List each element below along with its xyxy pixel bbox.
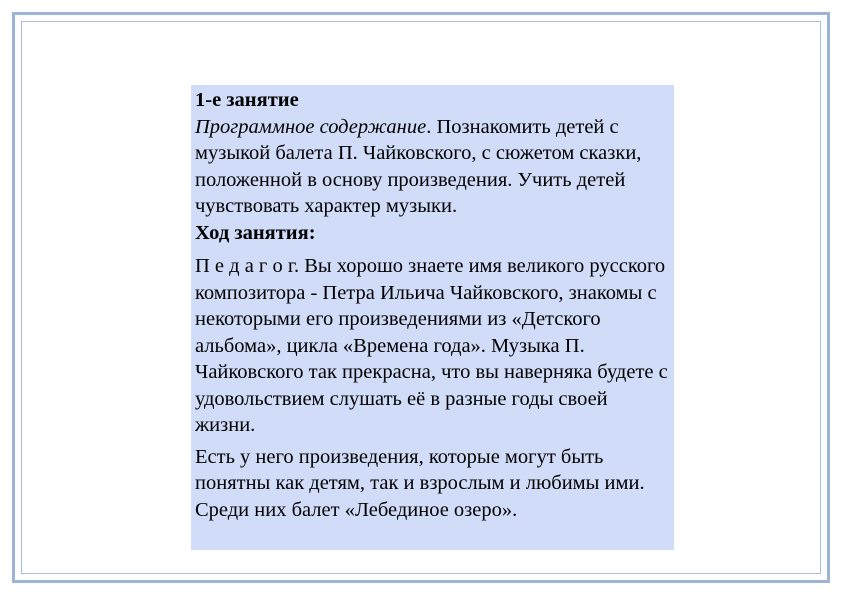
closing-paragraph: Есть у него произведения, которые могут быть понятны как детям, так и взрослым и любимы ими. Среди них балет «Лебединое озеро». xyxy=(195,445,645,521)
procedure-heading: Ход занятия: xyxy=(195,221,316,244)
teacher-label: П е д а г о г xyxy=(195,255,294,277)
program-content-text: . Познакомить детей с музыкой балета П. Чайковского, с сюжетом сказки, положенной в основу произведения. Учить детей чувствовать характер музыки. xyxy=(195,115,642,217)
teacher-paragraph xyxy=(195,253,670,439)
program-content-label: Программное содержание xyxy=(195,115,427,138)
program-content-paragraph xyxy=(195,114,670,220)
lesson-title: 1-е занятие xyxy=(195,89,299,111)
lesson-text-box xyxy=(191,85,674,550)
teacher-speech: . Вы хорошо знаете имя великого русского композитора - Петра Ильича Чайковского, знакомы с некоторыми его произведениями из «Детского альбома», цикла «Времена года». Музыка П. Чайковского так прекрасна, что вы наверняка будете с удовольствием слушать её в разные годы своей жизни. xyxy=(195,255,668,436)
